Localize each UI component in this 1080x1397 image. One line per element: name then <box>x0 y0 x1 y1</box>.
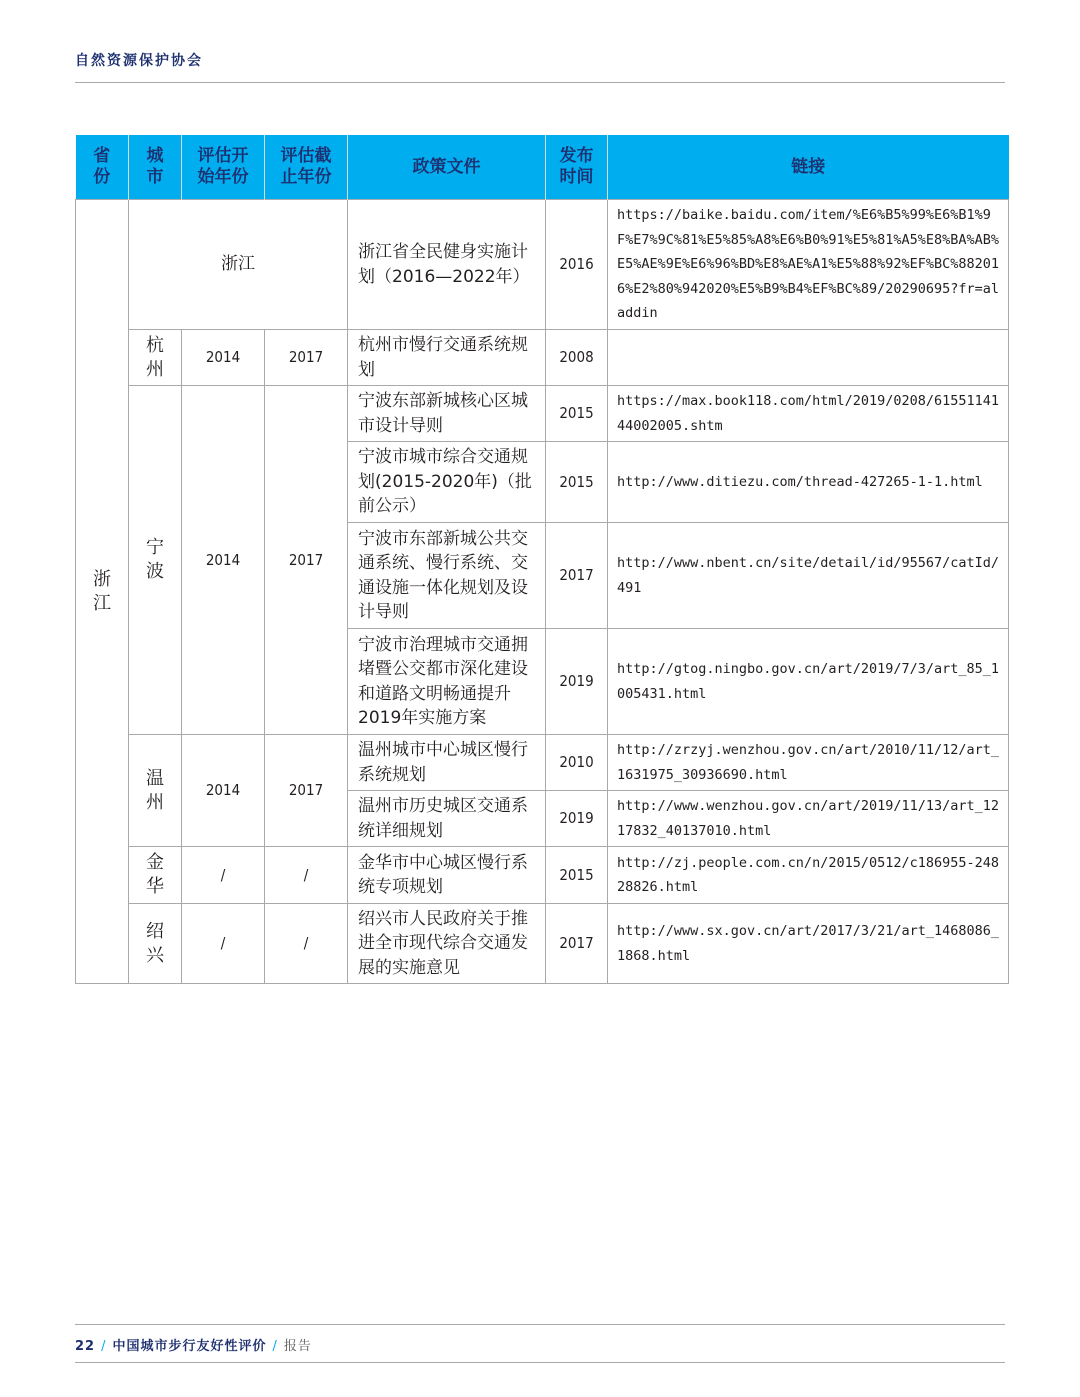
year-cell: 2019 <box>546 629 608 735</box>
start-year-cell: 2014 <box>182 735 265 847</box>
city-cell: 浙江 <box>129 200 348 330</box>
year-cell: 2015 <box>546 442 608 523</box>
year-cell: 2017 <box>546 523 608 629</box>
header-start-year: 评估开 始年份 <box>182 135 265 200</box>
end-year-cell: 2017 <box>265 735 348 847</box>
header-divider <box>75 82 1005 83</box>
link-cell[interactable]: http://www.sx.gov.cn/art/2017/3/21/art_1468086_1868.html <box>608 904 1009 984</box>
report-title: 中国城市步行友好性评价 <box>112 1339 267 1354</box>
city-cell: 金 华 <box>129 847 182 904</box>
table-row <box>76 386 1009 442</box>
end-year-cell: 2017 <box>265 386 348 735</box>
footer-divider-bottom <box>75 1362 1005 1363</box>
link-cell[interactable]: http://zrzyj.wenzhou.gov.cn/art/2010/11/12/art_1631975_30936690.html <box>608 735 1009 791</box>
year-cell: 2016 <box>546 200 608 330</box>
year-cell: 2010 <box>546 735 608 791</box>
policy-doc-cell: 金华市中心城区慢行系统专项规划 <box>348 847 546 904</box>
footer-separator: / <box>272 1339 278 1354</box>
header-city: 城 市 <box>129 135 182 200</box>
table-row <box>76 735 1009 791</box>
table-row <box>76 904 1009 984</box>
link-cell[interactable]: http://gtog.ningbo.gov.cn/art/2019/7/3/art_85_1005431.html <box>608 629 1009 735</box>
link-cell[interactable]: http://www.nbent.cn/site/detail/id/95567/catId/491 <box>608 523 1009 629</box>
header-province: 省 份 <box>76 135 129 200</box>
end-year-cell: / <box>265 847 348 904</box>
policy-doc-cell: 宁波市治理城市交通拥堵暨公交都市深化建设和道路文明畅通提升2019年实施方案 <box>348 629 546 735</box>
policy-doc-cell: 温州市历史城区交通系统详细规划 <box>348 791 546 847</box>
policy-doc-cell: 宁波市城市综合交通规划(2015-2020年)（批前公示） <box>348 442 546 523</box>
year-cell: 2015 <box>546 386 608 442</box>
year-cell: 2019 <box>546 791 608 847</box>
page-number: 22 <box>75 1339 96 1354</box>
report-type: 报告 <box>283 1339 312 1354</box>
policy-doc-cell: 浙江省全民健身实施计划（2016—2022年） <box>348 200 546 330</box>
footer-separator: / <box>101 1339 107 1354</box>
end-year-cell: / <box>265 904 348 984</box>
header-publish-time: 发布 时间 <box>546 135 608 200</box>
policy-table <box>75 135 1009 984</box>
city-cell: 绍 兴 <box>129 904 182 984</box>
link-cell <box>608 330 1009 386</box>
start-year-cell: 2014 <box>182 386 265 735</box>
link-cell[interactable]: http://www.wenzhou.gov.cn/art/2019/11/13/art_1217832_40137010.html <box>608 791 1009 847</box>
link-cell[interactable]: https://max.book118.com/html/2019/0208/6155114144002005.shtm <box>608 386 1009 442</box>
footer <box>75 1335 312 1354</box>
province-cell: 浙 江 <box>76 200 129 984</box>
city-cell: 温 州 <box>129 735 182 847</box>
table-header-row <box>76 135 1009 200</box>
footer-divider-top <box>75 1324 1005 1325</box>
policy-doc-cell: 宁波东部新城核心区城市设计导则 <box>348 386 546 442</box>
start-year-cell: / <box>182 904 265 984</box>
policy-doc-cell: 温州城市中心城区慢行系统规划 <box>348 735 546 791</box>
start-year-cell: 2014 <box>182 330 265 386</box>
policy-doc-cell: 绍兴市人民政府关于推进全市现代综合交通发展的实施意见 <box>348 904 546 984</box>
link-cell[interactable]: http://zj.people.com.cn/n/2015/0512/c186955-24828826.html <box>608 847 1009 904</box>
link-cell[interactable]: http://www.ditiezu.com/thread-427265-1-1.html <box>608 442 1009 523</box>
end-year-cell: 2017 <box>265 330 348 386</box>
header-policy-doc: 政策文件 <box>348 135 546 200</box>
year-cell: 2017 <box>546 904 608 984</box>
policy-doc-cell: 杭州市慢行交通系统规划 <box>348 330 546 386</box>
city-cell: 杭 州 <box>129 330 182 386</box>
header-link: 链接 <box>608 135 1009 200</box>
year-cell: 2008 <box>546 330 608 386</box>
city-cell: 宁 波 <box>129 386 182 735</box>
start-year-cell: / <box>182 847 265 904</box>
organization-title: 自然资源保护协会 <box>75 53 203 69</box>
header-end-year: 评估截 止年份 <box>265 135 348 200</box>
year-cell: 2015 <box>546 847 608 904</box>
table-row <box>76 200 1009 330</box>
table-row <box>76 847 1009 904</box>
policy-doc-cell: 宁波市东部新城公共交通系统、慢行系统、交通设施一体化规划及设计导则 <box>348 523 546 629</box>
link-cell[interactable]: https://baike.baidu.com/item/%E6%B5%99%E6%B1%9F%E7%9C%81%E5%85%A8%E6%B0%91%E5%81%A5%E8%BA%AB%E5%AE%9E%E6%96%BD%E8%AE%A1%E5%88%92%EF%BC%882016%E2%80%942020%E5%B9%B4%EF%BC%89/20290695?fr=aladdin <box>608 200 1009 330</box>
table-row <box>76 330 1009 386</box>
